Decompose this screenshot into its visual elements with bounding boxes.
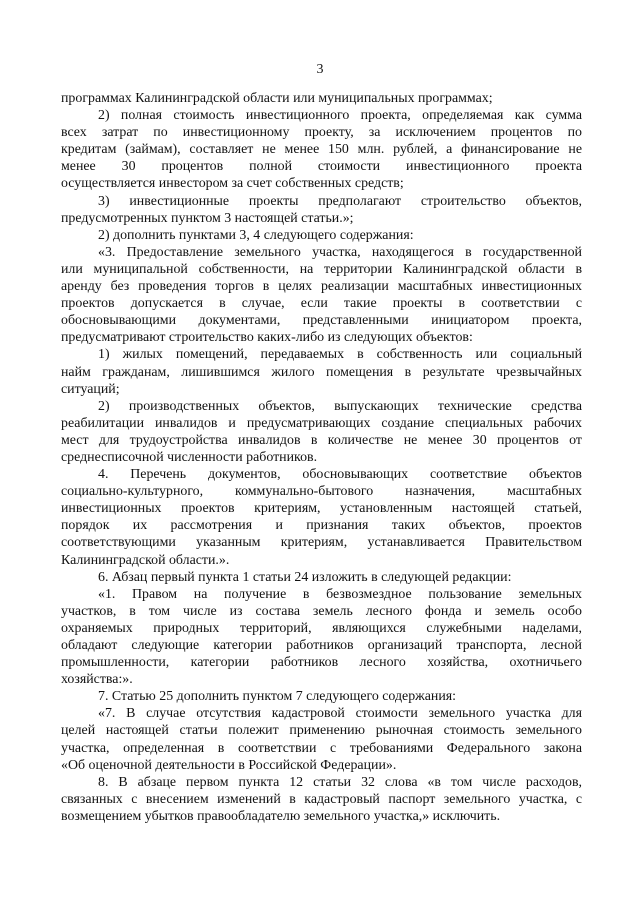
text-line: «Об оценочной деятельности в Российской Федерации».: [61, 757, 397, 773]
text-line: найм гражданам, лишившимся жилого помещения в результате чрезвычайных: [61, 364, 582, 380]
text-line: аренду без проведения торгов в целях реализации масштабных инвестиционных: [61, 279, 582, 295]
text-line: «1. Правом на получение в безвозмездное пользование земельных: [98, 586, 582, 602]
text-line: проектов допускается в случае, если такие проекты в соответствии с: [61, 296, 582, 312]
text-line: 1) жилых помещений, передаваемых в собственность или социальный: [98, 347, 582, 363]
text-line: обосновывающими документами, представленными инициатором проекта,: [61, 313, 582, 329]
text-line: соответствующими указанным критериям, устанавливается Правительством: [61, 535, 582, 551]
text-line: обладают следующие категории работников организаций транспорта, лесной: [61, 638, 582, 653]
text-line: всех затрат по инвестиционному проекту, за исключением процентов по: [61, 125, 582, 141]
text-line: реабилитации инвалидов и предусматривающих создание специальных рабочих: [61, 415, 582, 431]
text-line: охраняемых природных территорий, являющихся служебными наделами,: [61, 620, 582, 636]
text-line: менее 30 процентов полной стоимости инвестиционного проекта: [61, 159, 582, 175]
text-line: Калининградской области.».: [61, 552, 230, 568]
text-line: порядок их рассмотрения и признания таких объектов, проектов: [61, 518, 582, 534]
text-line: «3. Предоставление земельного участка, находящегося в государственной: [98, 244, 582, 260]
text-line: связанных с внесением изменений в кадастровый паспорт земельного участка, с: [61, 791, 582, 807]
text-line: инвестиционных проектов критериям, установленным настоящей статьей,: [61, 501, 582, 517]
text-line: 3) инвестиционные проекты предполагают строительство объектов,: [98, 193, 582, 209]
text-line: целей настоящей статьи полежит применению рыночная стоимость земельного: [61, 723, 582, 739]
text-line: возмещением убытков правообладателю земельного участка,» исключить.: [61, 808, 501, 824]
document-body: [61, 90, 582, 825]
page-number: 3: [316, 62, 324, 77]
text-line: социально-культурного, коммунально-бытового назначения, масштабных: [61, 484, 582, 500]
text-line: среднесписочной численности работников.: [61, 449, 318, 465]
text-line: 6. Абзац первый пункта 1 статьи 24 изложить в следующей редакции:: [98, 569, 512, 585]
text-line: промышленности, категории работников лесного хозяйства, охотничьего: [61, 655, 582, 671]
text-line: предусмотренных пунктом 3 настоящей статьи.»;: [61, 210, 354, 226]
text-line: 7. Статью 25 дополнить пунктом 7 следующего содержания:: [98, 689, 457, 705]
text-line: кредитам (займам), составляет не менее 150 млн. рублей, а финансирование не: [61, 142, 582, 158]
text-line: 2) дополнить пунктами 3, 4 следующего содержания:: [98, 227, 414, 243]
text-line: хозяйства:».: [61, 672, 133, 688]
text-line: мест для трудоустройства инвалидов в количестве не менее 30 процентов от: [61, 432, 582, 448]
text-line: 2) полная стоимость инвестиционного проекта, определяемая как сумма: [98, 108, 582, 124]
text-line: программах Калининградской области или муниципальных программах;: [61, 91, 493, 106]
text-line: или муниципальной собственности, на территории Калининградской области в: [61, 261, 582, 277]
text-line: 2) производственных объектов, выпускающих технические средства: [98, 398, 582, 414]
text-line: осуществляется инвестором за счет собственных средств;: [61, 176, 404, 192]
text-line: предусматривают строительство каких-либо из следующих объектов:: [61, 330, 473, 346]
text-line: «7. В случае отсутствия кадастровой стоимости земельного участка для: [98, 706, 582, 722]
text-line: 8. В абзаце первом пункта 12 статьи 32 слова «в том числе расходов,: [98, 774, 582, 790]
text-line: 4. Перечень документов, обосновывающих соответствие объектов: [98, 467, 582, 483]
text-line: участков, в том числе из состава земель лесного фонда и земель особо: [61, 603, 582, 619]
text-line: ситуаций;: [61, 381, 120, 397]
text-line: участка, определенная в соответствии с требованиями Федерального закона: [61, 740, 582, 756]
